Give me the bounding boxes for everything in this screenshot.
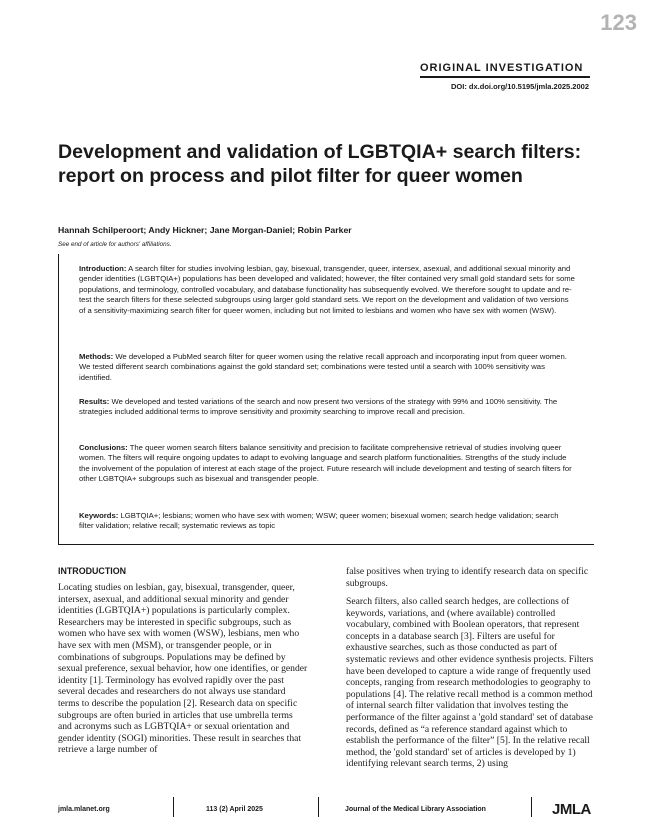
body-column-right-paragraph-1: false positives when trying to identify research data on specific subgroups.	[346, 566, 589, 589]
body-column-left: Locating studies on lesbian, gay, bisexual, transgender, queer, intersex, asexual, and additional sexual minority and gender identities (LGBTQIA+) populations is particularly complex. Researchers may be interested in specific subgroups, such as women who have sex with women (WSW), lesbians, men who have sex with men (MSM), or transgender people, or in combinations of subgroups. Populations may be defined by sexual preference, sexual behavior, how one identifies, or gender identity [1]. Terminology has evolved rapidly over the past several decades and researchers do not always use standard terms to describe the population [2]. Research data on specific subgroups are often buried in articles that use umbrella terms and acronyms such as LGBTQIA+ or sexual orientation and gender identity (SOGI) minorities. These result in searches that retrieve a large number of	[58, 582, 308, 756]
header-rule	[420, 76, 590, 78]
footer-divider	[173, 797, 174, 817]
affiliation-note: See end of article for authors' affiliations.	[58, 241, 172, 248]
footer-issue: 113 (2) April 2025	[206, 806, 263, 813]
section-label: ORIGINAL INVESTIGATION	[420, 62, 584, 74]
abstract-conclusions	[79, 443, 575, 485]
abstract-introduction-text: A search filter for studies involving lesbian, gay, bisexual, transgender, queer, intersex, asexual, and additional sexual minority and gender identities (LGBTQIA+) populations has been developed and validated; however, the filter contained very small gold standard sets for some populations, and terminology, controlled vocabulary, and database functionality has subsequently evolved. We therefore sought to update and re-test the search filters for these selected subgroups using larger gold standard sets. We report on the development and validation of two versions of a sensitivity-maximizing search filter for queer women, including but not limited to lesbians and women who have sex with women (WSW).	[79, 264, 575, 315]
abstract-keywords-text: LGBTQIA+; lesbians; women who have sex with women; WSW; queer women; bisexual women; search hedge validation; search filter validation; relative recall; systematic reviews as topic	[79, 511, 559, 531]
abstract-box	[58, 254, 594, 545]
doi[interactable]: DOI: dx.doi.org/10.5195/jmla.2025.2002	[451, 82, 589, 91]
footer-journal: Journal of the Medical Library Association	[345, 806, 486, 813]
article-title: Development and validation of LGBTQIA+ search filters: report on process and pilot filter for queer women	[58, 141, 582, 187]
abstract-conclusions-text: The queer women search filters balance sensitivity and precision to facilitate comprehensive retrieval of studies involving queer women. The filters will require ongoing updates to adapt to evolving language and search platform functionalities. Strengths of the study include the involvement of the population of interest at each stage of the project. Future research will include development and testing of search filters for other LGBTQIA+ subgroups such as bisexual and transgender people.	[79, 443, 572, 484]
footer-divider	[531, 797, 532, 817]
footer-divider	[318, 797, 319, 817]
abstract-conclusions-label: Conclusions:	[79, 443, 128, 452]
abstract-results-label: Results:	[79, 397, 110, 406]
abstract-methods-text: We developed a PubMed search filter for queer women using the relative recall approach and incorporating input from queer women. We tested different search combinations against the gold standard set; combinations were tested until a search with 100% sensitivity was identified.	[79, 352, 567, 382]
section-heading-introduction: INTRODUCTION	[58, 566, 127, 576]
abstract-keywords	[79, 511, 575, 532]
page-number: 123	[600, 10, 637, 35]
jmla-logo: JMLA	[552, 801, 591, 818]
abstract-keywords-label: Keywords:	[79, 511, 119, 520]
footer-website[interactable]: jmla.mlanet.org	[58, 806, 110, 813]
author-list: Hannah Schilperoort; Andy Hickner; Jane Morgan-Daniel; Robin Parker	[58, 225, 352, 235]
abstract-methods-label: Methods:	[79, 352, 114, 361]
abstract-introduction-label: Introduction:	[79, 264, 127, 273]
abstract-introduction	[79, 264, 575, 316]
abstract-methods	[79, 352, 575, 383]
body-column-right-paragraph-2: Search filters, also called search hedges, are collections of keywords, variations, and (where available) controlled vocabulary, combined with Boolean operators, that represent concepts in a database search [3]. Filters are useful for exhaustive searches, such as those conducted as part of systematic reviews and other evidence synthesis projects. Filters have been developed to capture a wide range of frequently used concepts, ranging from research methodologies to geography to populations [4]. The relative recall method is a common method of internal search filter validation that involves testing the performance of the filter against a 'gold standard' set of database records, defined as “a reference standard against which to establish the performance of the filter” [5]. In the relative recall method, the 'gold standard' set of articles is developed by 1) identifying relevant search terms, 2) using	[346, 596, 594, 770]
abstract-results	[79, 397, 575, 418]
abstract-results-text: We developed and tested variations of the search and now present two versions of the strategy with 99% and 100% sensitivity. The strategies included additional terms to improve sensitivity and proximity searching to improve recall and precision.	[79, 397, 558, 417]
